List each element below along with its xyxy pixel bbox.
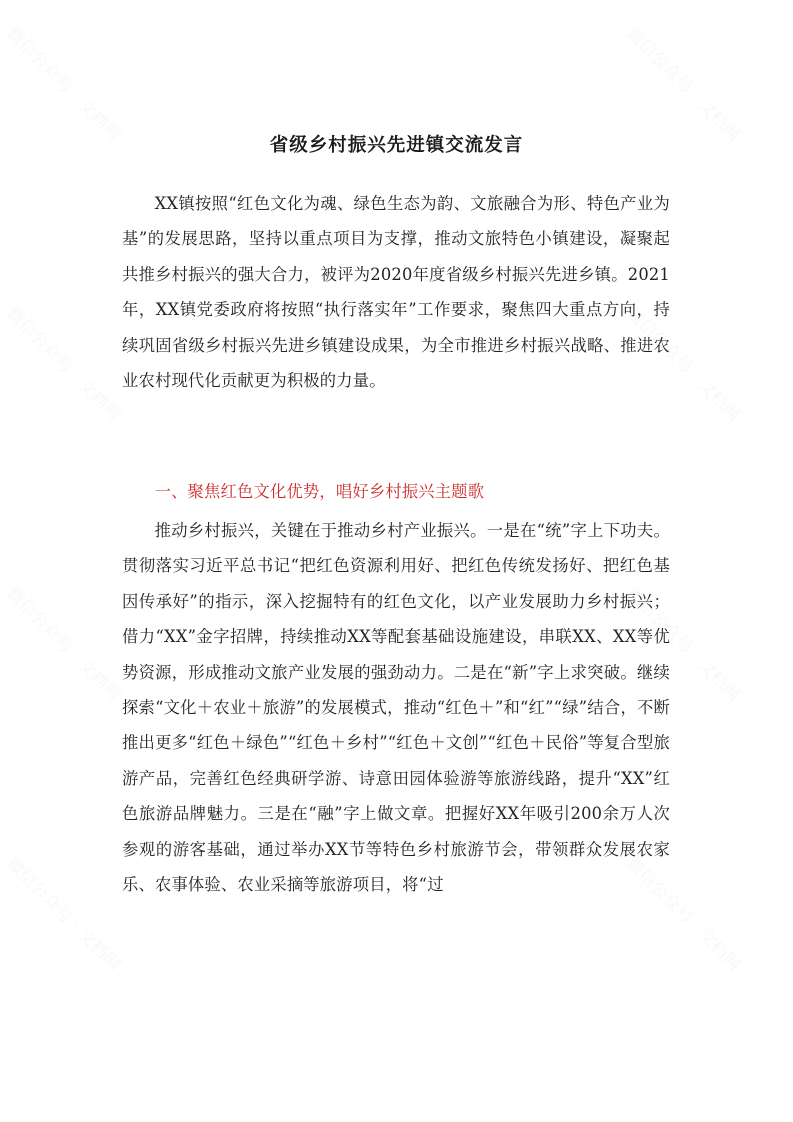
watermark-text: 微信公众号 · 文档网 [622,303,745,426]
watermark-text: 微信公众号 · 文档网 [2,583,125,706]
watermark-text: 微信公众号 · 文档网 [2,23,125,146]
watermark-text: 微信公众号 · 文档网 [2,303,125,426]
watermark-text: 微信公众号 · 文档网 [622,853,745,976]
watermark-text: 微信公众号 · 文档网 [622,23,745,146]
paragraph-section-1: 推动乡村振兴，关键在于推动乡村产业振兴。一是在“统”字上下功夫。贯彻落实习近平总书记“把红色资源利用好、把红色传统发扬好、把红色基因传承好”的指示，深入挖掘特有的红色文化，以产业发展助力乡村振兴；借力“XX”金字招牌，持续推动XX等配套基础设施建设，串联XX、XX等优势资源，形成推动文旅产业发展的强劲动力。二是在“新”字上求突破。继续探索“文化＋农业＋旅游”的发展模式，推动“红色＋”和“红”“绿”结合，不断推出更多“红色＋绿色”“红色＋乡村”“红色＋文创”“红色＋民俗”等复合型旅游产品，完善红色经典研学游、诗意田园体验游等旅游线路，提升“XX”红色旅游品牌魅力。三是在“融”字上做文章。把握好XX年吸引200余万人次参观的游客基础，通过举办XX节等特色乡村旅游节会，带领群众发展农家乐、农事体验、农业采摘等旅游项目，将“过 [122,521,670,895]
document-title: 省级乡村振兴先进镇交流发言 [269,135,524,156]
paragraph-intro: XX镇按照“红色文化为魂、绿色生态为韵、文旅融合为形、特色产业为基”的发展思路，坚持以重点项目为支撑，推动文旅特色小镇建设，凝聚起共推乡村振兴的强大合力，被评为2020年度省级乡村振兴先进乡镇。2021年，XX镇党委政府将按照“执行落实年”工作要求，聚焦四大重点方向，持续巩固省级乡村振兴先进乡镇建设成果，为全市推进乡村振兴战略、推进农业农村现代化贡献更为积极的力量。 [122,194,670,391]
watermark-text: 微信公众号 · 文档网 [2,853,125,976]
watermark-text: 微信公众号 · 文档网 [622,583,745,706]
section-heading: 一、聚焦红色文化优势，唱好乡村振兴主题歌 [154,482,485,501]
